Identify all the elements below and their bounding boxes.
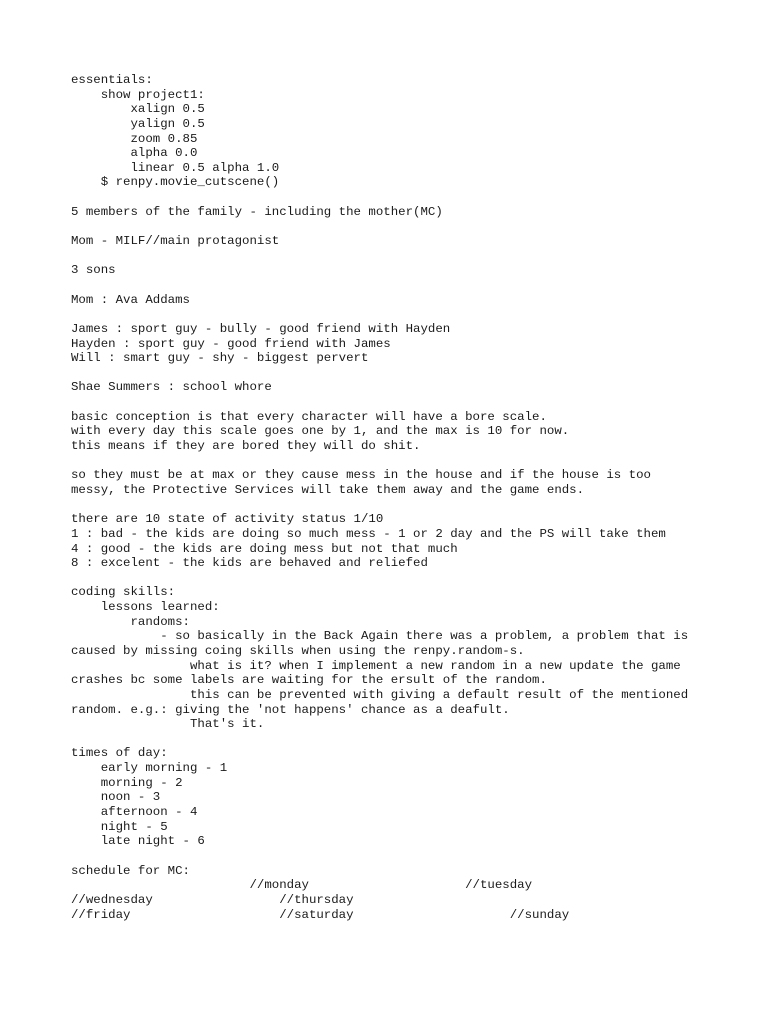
document-line (71, 219, 731, 234)
document-line: afternoon - 4 (71, 805, 198, 820)
document-line: - so basically in the Back Again there was a problem, a problem that is (71, 629, 689, 644)
document-line: Will : smart guy - shy - biggest pervert (71, 351, 369, 366)
document-line: there are 10 state of activity status 1/10 (71, 512, 384, 527)
document-line: 8 : excelent - the kids are behaved and reliefed (71, 556, 428, 571)
document-line: 3 sons (71, 263, 116, 278)
document-line: random. e.g.: giving the 'not happens' chance as a deafult. (71, 702, 510, 717)
document-line: with every day this scale goes one by 1, and the max is 10 for now. (71, 424, 570, 439)
document-line: early morning - 1 (71, 761, 228, 776)
document-line: noon - 3 (71, 790, 161, 805)
document-line (71, 732, 731, 747)
document-line: show project1: (71, 87, 205, 102)
document-line (71, 366, 731, 381)
document-line: Shae Summers : school whore (71, 380, 272, 395)
document-line: alpha 0.0 (71, 146, 198, 161)
document-line (71, 395, 731, 410)
document-line: James : sport guy - bully - good friend with Hayden (71, 321, 451, 336)
document-line: caused by missing coing skills when using the renpy.random-s. (71, 643, 525, 658)
document-line: basic conception is that every character will have a bore scale. (71, 409, 547, 424)
document-line: night - 5 (71, 819, 168, 834)
document-line: $ renpy.movie_cutscene() (71, 175, 280, 190)
document-line: times of day: (71, 746, 168, 761)
document-line: this means if they are bored they will do shit. (71, 439, 421, 454)
document-line: coding skills: (71, 585, 176, 600)
document-line (71, 307, 731, 322)
document-line: 4 : good - the kids are doing mess but not that much (71, 541, 458, 556)
document-line: schedule for MC: (71, 863, 190, 878)
document-line: crashes bc some labels are waiting for the ersult of the random. (71, 673, 547, 688)
document-line: //wednesday //thursday (71, 892, 354, 907)
document-line (71, 249, 731, 264)
document-line: 1 : bad - the kids are doing so much mess - 1 or 2 day and the PS will take them (71, 526, 666, 541)
document-line: lessons learned: (71, 600, 220, 615)
document-line (71, 190, 731, 205)
document-line: That's it. (71, 717, 265, 732)
document-line: what is it? when I implement a new random in a new update the game (71, 658, 681, 673)
document-line: so they must be at max or they cause mess in the house and if the house is too (71, 468, 651, 483)
document-line: Mom - MILF//main protagonist (71, 234, 280, 249)
document-line (71, 278, 731, 293)
document-line: messy, the Protective Services will take them away and the game ends. (71, 482, 585, 497)
document-line: randoms: (71, 614, 190, 629)
document-line: this can be prevented with giving a default result of the mentioned (71, 687, 689, 702)
document-line (71, 571, 731, 586)
document-line: //friday //saturday //sunday (71, 907, 570, 922)
document-line (71, 498, 731, 513)
document-body (71, 73, 731, 922)
document-line: zoom 0.85 (71, 131, 198, 146)
document-line: Mom : Ava Addams (71, 292, 190, 307)
document-line: linear 0.5 alpha 1.0 (71, 160, 280, 175)
document-line: Hayden : sport guy - good friend with James (71, 336, 391, 351)
document-line: late night - 6 (71, 834, 205, 849)
document-line: 5 members of the family - including the mother(MC) (71, 204, 443, 219)
document-line (71, 454, 731, 469)
document-line (71, 849, 731, 864)
document-line: essentials: (71, 73, 153, 87)
document-line: //monday //tuesday (71, 878, 533, 893)
document-line: yalign 0.5 (71, 116, 205, 131)
document-line: morning - 2 (71, 775, 183, 790)
document-line: xalign 0.5 (71, 102, 205, 117)
